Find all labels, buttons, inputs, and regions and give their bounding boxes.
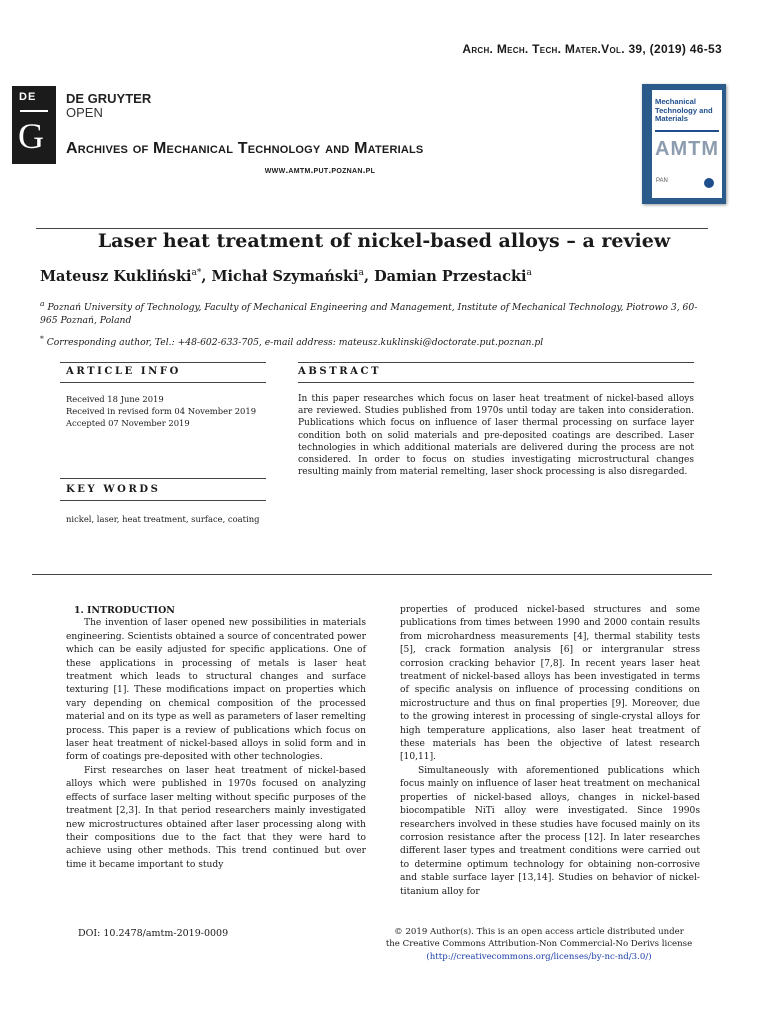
publisher-line-2: OPEN xyxy=(66,105,103,120)
article-title: Laser heat treatment of nickel-based alloys – a review xyxy=(97,230,671,252)
author-sup: a xyxy=(526,268,532,279)
header-rule xyxy=(36,228,708,229)
logo-g-letter: G xyxy=(18,116,44,156)
front-matter-rule xyxy=(32,574,712,575)
author-name: Michał Szymański xyxy=(211,268,359,285)
author-sup: a xyxy=(358,268,364,279)
author-sup: a* xyxy=(191,268,202,279)
abstract-bottom-rule xyxy=(298,382,694,383)
cover-amtm-mark: AMTM xyxy=(655,138,719,160)
body-paragraph: The invention of laser opened new possibilities in materials engineering. Scientists obtained a source of concentrated power which can be easily adjusted for specific applications. One of these applications in processing of metals is laser heat treatment which leads to structural changes and surface texturing [1]. These modifications impact on properties which vary depending on chemical composition of the processed material and on its type as well as parameters of laser remelting process. This paper is a review of publications which focus on laser heat treatment of nickel-based alloys in solid form and in form of coatings pre-deposited with other technologies. xyxy=(66,618,366,763)
license-line-2: the Creative Commons Attribution-Non Commercial-No Derivs license xyxy=(385,939,693,950)
affiliation-sup: a xyxy=(40,299,45,308)
corresponding-sup: * xyxy=(40,334,44,343)
cover-page xyxy=(652,90,722,198)
author-list: Mateusz Kukliński$^{a*}$, Michał Szymański$^a$, Damian Przestacki$^a$ xyxy=(40,268,532,285)
journal-title: Archives of Mechanical Technology and Materials xyxy=(66,140,424,157)
affiliation xyxy=(40,297,710,327)
keywords-bottom-rule xyxy=(60,500,266,501)
publisher-name xyxy=(66,92,151,120)
body-paragraph: Simultaneously with aforementioned publications which focus mainly on influence of laser heat treatment on mechanical properties of nickel-based alloys, changes in nickel-based biocompatible NiTi alloy were investigated. Since 1990s researchers involved in these studies have focused mainly on its corrosion resistance after the process [12]. In later researches different laser types and treatment conditions were carried out to determine optimum technology for obtaining non-corrosive and stable surface layer [13,14]. Studies on behavior of nickel-titanium alloy for xyxy=(400,765,700,897)
author-name: Mateusz Kukliński xyxy=(40,268,192,285)
journal-cover-image xyxy=(642,84,726,204)
body-paragraph: First researches on laser heat treatment of nickel-based alloys which were published in 1970s focused on analyzing effects of surface laser melting without specific purposes of the treatment [2,3]. In that period researchers mainly investigated new microstructures obtained after laser processing along with their compositions due to the fact that they were hard to achieve using other methods. This trend continued but over time it became important to study xyxy=(66,765,366,870)
logo-de-text: DE xyxy=(19,91,37,103)
received-date: Received 18 June 2019 xyxy=(66,394,164,404)
cover-rule xyxy=(655,130,719,132)
journal-reference: Arch. Mech. Tech. Mater.Vol. 39, (2019) 46-53 xyxy=(462,42,722,56)
journal-url[interactable]: www.amtm.put.poznan.pl xyxy=(264,165,376,176)
article-dates xyxy=(66,393,271,429)
license-link[interactable]: (http://creativecommons.org/licenses/by-nc-nd/3.0/) xyxy=(426,951,652,962)
body-paragraph: properties of produced nickel-based structures and some publications from times between 1990 and 2000 contain results from microhardness measurements [4], thermal stability tests [5], crack formation analysis [6] or intergranular stress corrosion cracking behavior [7,8]. In recent years laser heat treatment of nickel-based alloys has been investigated in terms of specific analysis on influence of processing conditions on microstructure and thus on final properties [9]. Moreover, due to the growing interest in processing of single-crystal alloys for high temperature applications, also laser heat treatment of these materials has been the objective of latest research [10,11]. xyxy=(400,605,700,763)
doi[interactable]: DOI: 10.2478/amtm-2019-0009 xyxy=(78,928,229,939)
degruyter-logo xyxy=(12,86,56,164)
article-info-bottom-rule xyxy=(60,382,266,383)
logo-divider xyxy=(20,110,48,112)
cover-pan-badge: PAN xyxy=(656,178,668,184)
author-name: Damian Przestacki xyxy=(374,268,527,285)
abstract-text: In this paper researches which focus on laser heat treatment of nickel-based alloys are reviewed. Studies published from 1970s until today are taken into consideration. Publications which focus on influence of laser thermal processing on surface layer condition both on solid materials and pre-deposited coatings are described. Laser technologies in which additional materials are delivered during the process are not considered. In order to focus on studies investigating microstructural changes resulting mainly from material remelting, laser shock processing is also disregarded. xyxy=(298,394,694,478)
abstract-heading: ABSTRACT xyxy=(298,366,382,377)
license-line-1: © 2019 Author(s). This is an open access article distributed under xyxy=(394,927,684,937)
article-info-heading: ARTICLE INFO xyxy=(66,366,181,377)
keywords-list: nickel, laser, heat treatment, surface, coating xyxy=(66,514,260,524)
publisher-line-1: DE GRUYTER xyxy=(66,91,152,106)
body-left-column xyxy=(66,604,366,872)
body-right-column xyxy=(400,604,700,899)
corresponding-author xyxy=(40,334,543,348)
section-heading-introduction: 1. INTRODUCTION xyxy=(74,605,175,616)
affiliation-text: Poznań University of Technology, Faculty of Mechanical Engineering and Management, Institute of Mechanical Technology, Piotrowo 3, 60-965 Poznań, Poland xyxy=(40,302,698,327)
keywords-heading: KEY WORDS xyxy=(66,484,161,495)
license-notice xyxy=(344,926,734,963)
keywords-top-rule xyxy=(60,478,266,479)
corresponding-text: Corresponding author, Tel.: +48-602-633-705, e-mail address: mateusz.kuklinski@doctorate.put.poznan.pl xyxy=(46,337,544,349)
accepted-date: Accepted 07 November 2019 xyxy=(66,418,190,428)
abstract-top-rule xyxy=(298,362,694,363)
cover-title: Mechanical Technology and Materials xyxy=(655,97,713,123)
revised-date: Received in revised form 04 November 2019 xyxy=(66,406,257,416)
cover-dot-icon xyxy=(704,178,714,188)
article-info-top-rule xyxy=(60,362,266,363)
